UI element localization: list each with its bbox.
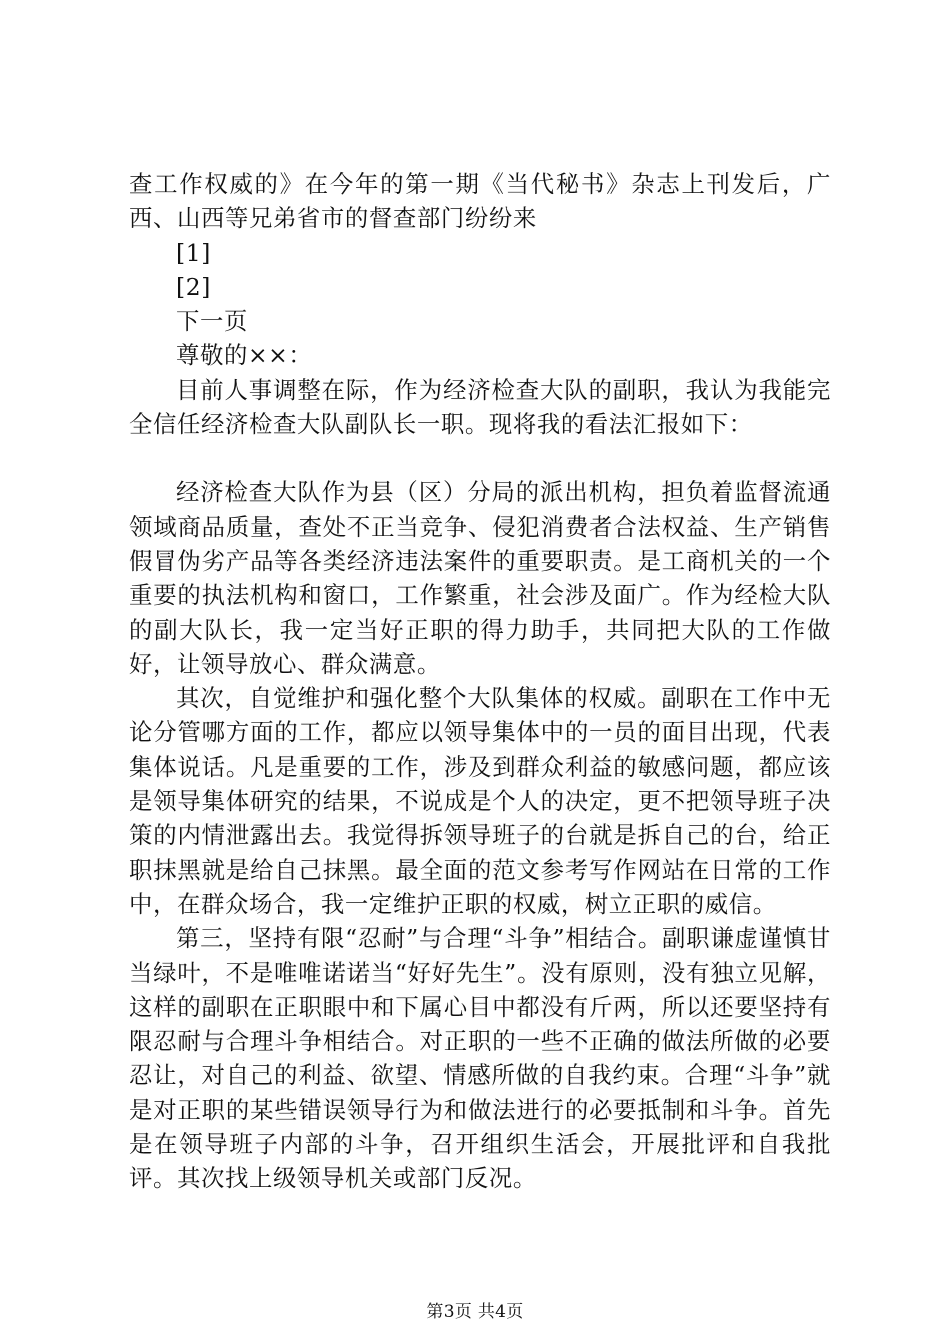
footnote-link-2[interactable]: [2] <box>176 272 211 301</box>
paragraph-second: 其次，自觉维护和强化整个大队集体的权威。副职在工作中无论分管哪方面的工作，都应以领导集体中的一员的面目出现，代表集体说话。凡是重要的工作，涉及到群众利益的敏感问题，都应该是领导集体研究的结果，不说成是个人的决定，更不把领导班子决策的内情泄露出去。我觉得拆领导班子的台就是拆自己的台，给正职抹黑就是给自己抹黑。最全面的范文参考写作网站在日常的工作中，在群众场合，我一定维护正职的权威，树立正职的威信。 <box>129 684 831 918</box>
document-body <box>129 167 831 1196</box>
next-page-link[interactable]: 下一页 <box>176 307 248 336</box>
salutation: 尊敬的××： <box>176 341 313 370</box>
footnote-link-1[interactable]: [1] <box>176 238 211 267</box>
paragraph-intro: 目前人事调整在际，作为经济检查大队的副职，我认为我能完全信任经济检查大队副队长一职。现将我的看法汇报如下： <box>129 375 831 439</box>
paragraph-continuation: 查工作权威的》在今年的第一期《当代秘书》杂志上刊发后，广西、山西等兄弟省市的督查部门纷纷来 <box>129 170 831 233</box>
paragraph-duties: 经济检查大队作为县（区）分局的派出机构，担负着监督流通领域商品质量，查处不正当竞争、侵犯消费者合法权益、生产销售假冒伪劣产品等各类经济违法案件的重要职责。是工商机关的一个重要的执法机构和窗口，工作繁重，社会涉及面广。作为经检大队的副大队长，我一定当好正职的得力助手，共同把大队的工作做好，让领导放心、群众满意。 <box>129 478 831 678</box>
page-footer: 第3页 共4页 <box>426 1302 524 1322</box>
paragraph-third: 第三，坚持有限“忍耐”与合理“斗争”相结合。副职谦虚谨慎甘当绿叶，不是唯唯诺诺当“好好先生”。没有原则，没有独立见解，这样的副职在正职眼中和下属心目中都没有斤两，所以还要坚持有限忍耐与合理斗争相结合。对正职的一些不正确的做法所做的必要忍让，对自己的利益、欲望、情感所做的自我约束。合理“斗争”就是对正职的某些错误领导行为和做法进行的必要抵制和斗争。首先是在领导班子内部的斗争，召开组织生活会，开展批评和自我批评。其次找上级领导机关或部门反况。 <box>129 924 831 1193</box>
